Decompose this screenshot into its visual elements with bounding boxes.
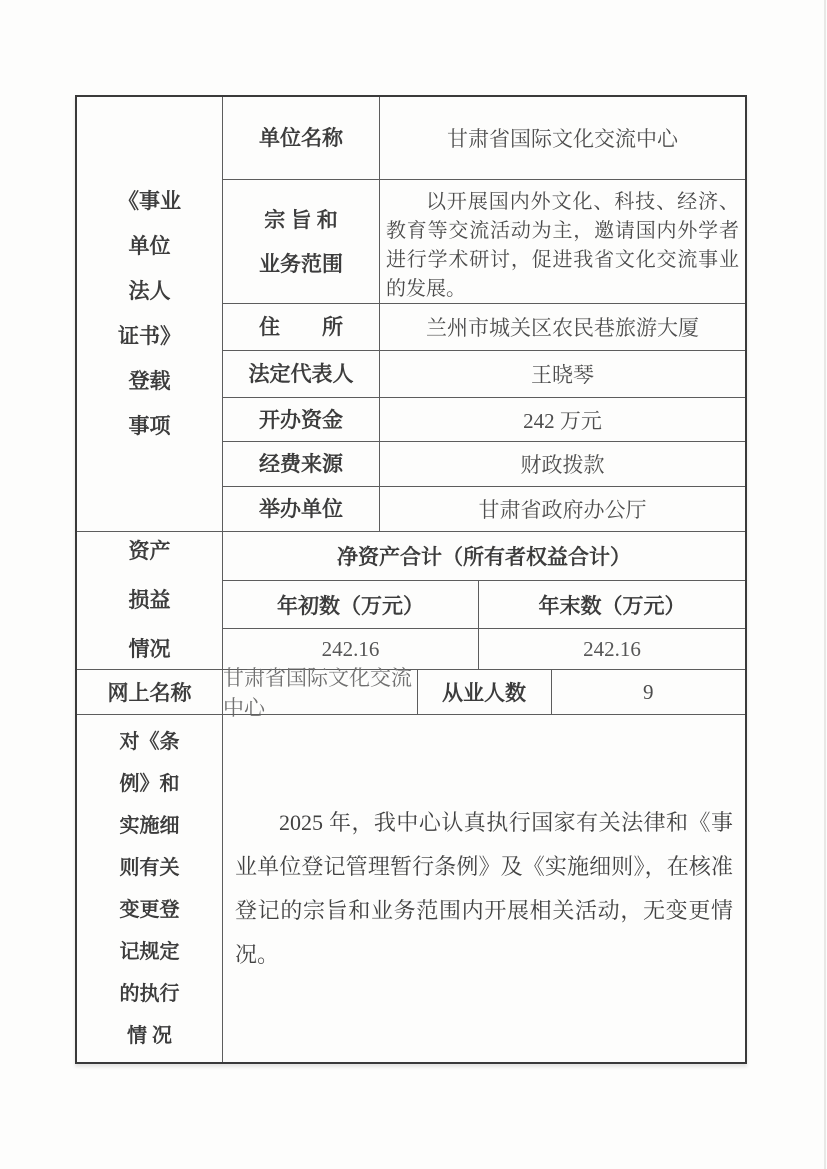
side-label-line: 的执行 (119, 982, 180, 1005)
side-label-line: 实施细 (119, 814, 180, 837)
assets-side-label (77, 532, 223, 669)
year-begin-value: 242.16 (321, 636, 380, 661)
certificate-side-label (77, 97, 223, 531)
year-end-value: 242.16 (583, 636, 641, 661)
table-row-address (223, 303, 745, 350)
assets-section (77, 531, 745, 669)
online-name-value: 甘肃省国际文化交流中心 (223, 670, 418, 714)
startup-capital-value: 242 万元 (523, 408, 602, 433)
funding-source-label: 经费来源 (223, 442, 380, 486)
funding-source-value: 财政拨款 (520, 453, 605, 477)
startup-capital-label: 开办资金 (223, 398, 380, 441)
table-row-legal-representative (223, 350, 745, 397)
assets-split (223, 580, 745, 669)
certificate-section (77, 97, 745, 531)
year-end-column (479, 581, 745, 669)
address-label: 住 所 (223, 304, 380, 350)
compliance-section (77, 714, 745, 1062)
registration-table (75, 95, 747, 1064)
side-label-line: 《事业 (118, 189, 181, 213)
side-label-line: 情 况 (127, 1024, 172, 1047)
side-label-line: 例》和 (119, 772, 180, 795)
online-name-label-cell (77, 670, 223, 714)
purpose-label-line: 业务范围 (259, 251, 343, 276)
compliance-content-cell (223, 715, 745, 1062)
compliance-side-label (77, 715, 223, 1062)
legal-representative-value: 王晓琴 (531, 363, 594, 387)
side-label-line: 对《条 (119, 730, 180, 753)
purpose-label (223, 180, 380, 303)
side-label-line: 损益 (128, 588, 171, 612)
address-value: 兰州市城关区农民巷旅游大厦 (426, 316, 699, 340)
side-label-line: 证书》 (118, 324, 181, 348)
purpose-label-line: 宗 旨 和 (264, 207, 338, 232)
side-label-line: 则有关 (119, 856, 180, 879)
online-name-row (77, 666, 745, 720)
side-label-line: 登载 (128, 369, 171, 393)
staff-count-value: 9 (643, 679, 654, 704)
organizer-value: 甘肃省政府办公厅 (478, 498, 647, 522)
organizer-label: 举办单位 (223, 487, 380, 531)
compliance-paragraph: 2025 年，我中心认真执行国家有关法律和《事业单位登记管理暂行条例》及《实施细则》，在核准登记的宗旨和业务范围内开展相关活动，无变更情况。 (235, 809, 733, 967)
side-label-line: 记规定 (119, 940, 180, 963)
table-row-unit-name (223, 97, 745, 179)
side-label-line: 事项 (128, 414, 171, 438)
year-end-header: 年末数（万元） (479, 581, 745, 629)
side-label-line: 变更登 (119, 898, 180, 921)
side-label-line: 法人 (128, 279, 171, 303)
side-label-line: 单位 (128, 234, 171, 258)
net-assets-header: 净资产合计（所有者权益合计） (337, 545, 631, 569)
legal-representative-label: 法定代表人 (223, 351, 380, 397)
table-row-funding-source (223, 441, 745, 486)
unit-name-label: 单位名称 (223, 97, 380, 179)
online-name-label: 网上名称 (107, 681, 192, 705)
unit-name-value: 甘肃省国际文化交流中心 (447, 127, 678, 151)
side-label-line: 资产 (128, 539, 171, 563)
year-begin-header: 年初数（万元） (223, 581, 478, 629)
table-row-organizer (223, 486, 745, 531)
table-row-startup-capital (223, 397, 745, 441)
purpose-text: 以开展国内外文化、科技、经济、教育等交流活动为主，邀请国内外学者进行学术研讨，促进我省文化交流事业的发展。 (386, 191, 739, 300)
assets-rows (223, 532, 745, 669)
year-begin-column (223, 581, 479, 669)
table-row-purpose (223, 179, 745, 303)
certificate-rows (223, 97, 745, 531)
scan-edge-artifact (824, 0, 826, 1169)
side-label-line: 情况 (128, 637, 171, 661)
purpose-value (380, 180, 745, 303)
staff-count-label: 从业人数 (418, 670, 552, 714)
